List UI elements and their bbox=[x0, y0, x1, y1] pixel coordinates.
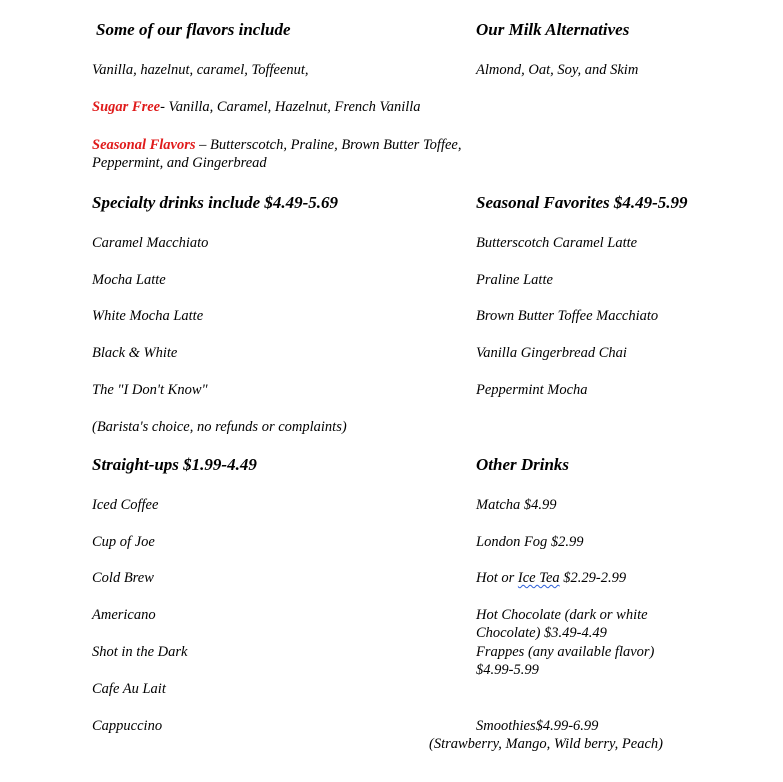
list-item: Shot in the Dark bbox=[92, 644, 188, 660]
smoothies-item: Smoothies$4.99-6.99 bbox=[476, 718, 599, 734]
tea-price: $2.29-2.99 bbox=[559, 570, 627, 586]
hot-chocolate-line-2: Chocolate) $3.49-4.49 bbox=[476, 625, 607, 641]
specialty-heading: Specialty drinks include $4.49-5.69 bbox=[92, 193, 339, 212]
straight-ups-heading: Straight-ups $1.99-4.49 bbox=[92, 455, 257, 474]
list-item: Cafe Au Lait bbox=[92, 681, 166, 697]
list-item: Black & White bbox=[92, 345, 178, 361]
list-item: Vanilla Gingerbread Chai bbox=[476, 345, 627, 361]
matcha-item: Matcha $4.99 bbox=[476, 497, 557, 513]
hot-chocolate-line-1: Hot Chocolate (dark or white bbox=[476, 607, 648, 623]
milk-heading: Our Milk Alternatives bbox=[476, 20, 630, 39]
tea-hot-or: Hot or bbox=[476, 570, 518, 586]
list-item: Praline Latte bbox=[476, 272, 553, 288]
list-item: Butterscotch Caramel Latte bbox=[476, 235, 638, 251]
list-item: Brown Butter Toffee Macchiato bbox=[476, 308, 659, 324]
other-drinks-heading: Other Drinks bbox=[476, 455, 570, 474]
sugar-free-label: Sugar Free bbox=[92, 99, 161, 115]
list-item: Americano bbox=[92, 607, 156, 623]
list-item: (Barista's choice, no refunds or complaints) bbox=[92, 419, 347, 435]
london-fog-item: London Fog $2.99 bbox=[476, 534, 584, 550]
list-item: Cup of Joe bbox=[92, 534, 155, 550]
sugar-free-line bbox=[92, 99, 421, 116]
milk-text: Almond, Oat, Soy, and Skim bbox=[476, 62, 639, 78]
seasonal-flavors-line bbox=[92, 136, 464, 172]
seasonal-flavors-text: – Butterscotch, Praline, Brown Butter Toffee, Peppermint, and Gingerbread bbox=[92, 137, 462, 171]
seasonal-favorites-heading: Seasonal Favorites $4.49-5.99 bbox=[476, 193, 688, 212]
list-item: White Mocha Latte bbox=[92, 308, 204, 324]
list-item: Cold Brew bbox=[92, 570, 154, 586]
list-item: Iced Coffee bbox=[92, 497, 159, 513]
frappes-line-2: $4.99-5.99 bbox=[476, 662, 539, 678]
frappes-line-1: Frappes (any available flavor) bbox=[476, 644, 655, 660]
list-item: Caramel Macchiato bbox=[92, 235, 209, 251]
tea-item bbox=[476, 570, 626, 587]
seasonal-flavors-label: Seasonal Flavors bbox=[92, 137, 196, 153]
flavors-regular: Vanilla, hazelnut, caramel, Toffeenut, bbox=[92, 62, 309, 78]
smoothies-flavors: (Strawberry, Mango, Wild berry, Peach) bbox=[429, 736, 663, 752]
list-item: The "I Don't Know" bbox=[92, 382, 208, 398]
ice-tea-text: Ice Tea bbox=[517, 570, 560, 586]
flavors-heading: Some of our flavors include bbox=[96, 20, 291, 39]
list-item: Mocha Latte bbox=[92, 272, 166, 288]
list-item: Peppermint Mocha bbox=[476, 382, 588, 398]
list-item: Cappuccino bbox=[92, 718, 163, 734]
sugar-free-text: - Vanilla, Caramel, Hazelnut, French Vanilla bbox=[160, 99, 421, 115]
